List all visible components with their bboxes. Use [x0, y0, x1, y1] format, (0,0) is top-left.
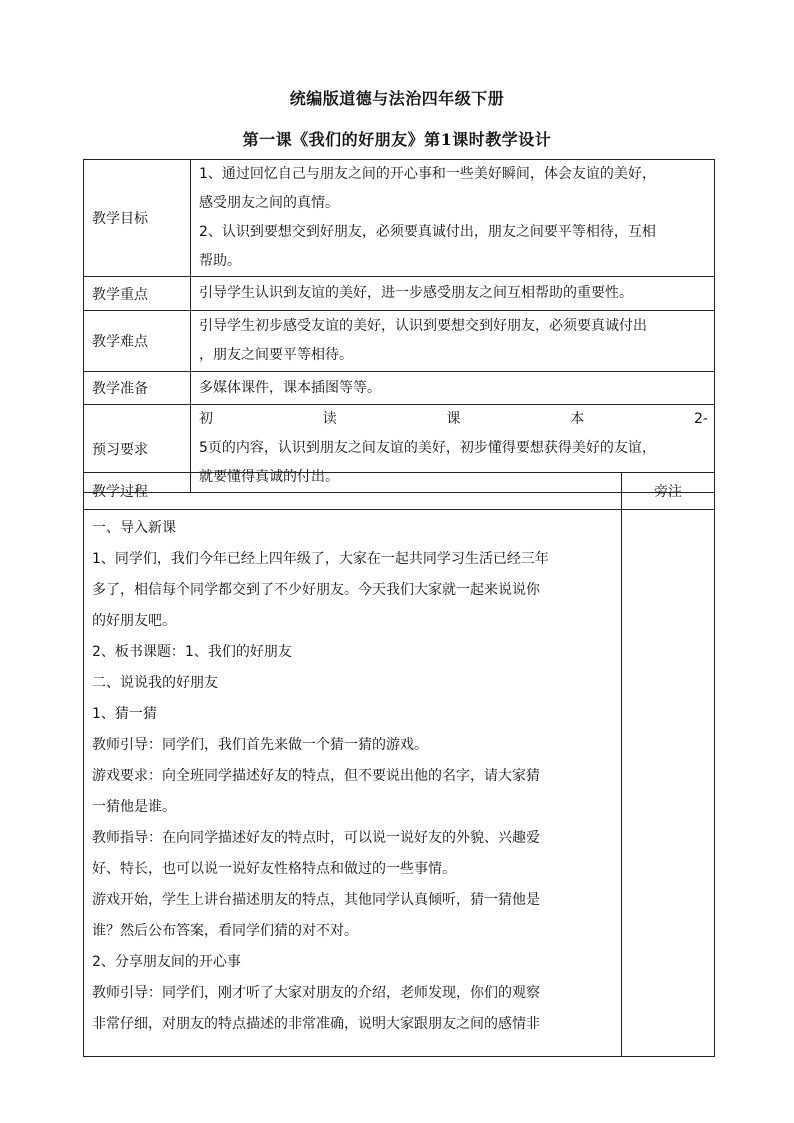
preview-word: 读 [322, 411, 337, 427]
process-line: 1、猜一猜 [92, 706, 157, 722]
side-notes-header: 旁注 [622, 473, 715, 510]
preparation-content: 多媒体课件，课本插图等等。 [191, 372, 715, 405]
goals-line: 1、通过回忆自己与朋友之间的开心事和一些美好瞬间，体会友谊的美好， [199, 166, 656, 182]
preview-label: 预习要求 [84, 405, 191, 493]
process-line: 2、分享朋友间的开心事 [92, 954, 241, 970]
preparation-row [84, 372, 715, 405]
goals-line: 帮助。 [199, 253, 241, 269]
process-line: 二、说说我的好朋友 [92, 675, 218, 691]
goals-line: 2、认识到要想交到好朋友，必须要真诚付出，朋友之间要平等相待，互相 [199, 224, 656, 240]
process-header-row [84, 473, 715, 510]
side-notes-cell [622, 510, 715, 1057]
lesson-title: 第一课《我们的好朋友》第1课时教学设计 [242, 130, 552, 149]
process-line: 1、同学们，我们今年已经上四年级了，大家在一起共同学习生活已经三年 [92, 551, 549, 567]
difficulties-line: 引导学生初步感受友谊的美好，认识到要想交到好朋友，必须要真诚付出 [199, 318, 647, 334]
key-points-content: 引导学生认识到友谊的美好，进一步感受朋友之间互相帮助的重要性。 [191, 277, 715, 311]
goals-label: 教学目标 [84, 160, 191, 277]
preview-spread-line [199, 405, 708, 434]
difficulties-label: 教学难点 [84, 311, 191, 372]
process-line: 一猜他是谁。 [92, 799, 176, 815]
preview-word: 本 [570, 411, 585, 427]
key-points-label: 教学重点 [84, 277, 191, 311]
goals-row [84, 160, 715, 277]
process-body-row [84, 510, 715, 1057]
document-title: 统编版道德与法治四年级下册 [289, 89, 505, 108]
difficulties-content [191, 311, 715, 372]
goals-line: 感受朋友之间的真情。 [199, 195, 339, 211]
process-line: 谁？然后公布答案，看同学们猜的对不对。 [92, 923, 358, 939]
process-line: 教师指导：在向同学描述好友的特点时，可以说一说好友的外貌、兴趣爱 [92, 830, 540, 846]
preparation-label: 教学准备 [84, 372, 191, 405]
process-body [84, 510, 621, 1056]
preview-word: 2- [694, 411, 708, 427]
process-header: 教学过程 [84, 473, 622, 510]
preview-line: 5页的内容，认识到朋友之间友谊的美好，初步懂得要想获得美好的友谊， [199, 440, 656, 456]
preview-line: 就要懂得真诚的付出。 [199, 469, 339, 485]
preview-word: 初 [199, 411, 213, 427]
process-line: 好、特长，也可以说一说好友性格特点和做过的一些事情。 [92, 861, 456, 877]
process-line: 的好朋友吧。 [92, 613, 176, 629]
process-body-cell [84, 510, 622, 1057]
difficulties-row [84, 311, 715, 372]
teaching-process-table [83, 472, 715, 1057]
process-line: 多了，相信每个同学都交到了不少好朋友。今天我们大家就一起来说说你 [92, 582, 540, 598]
lesson-info-table [83, 159, 715, 493]
preview-word: 课 [446, 411, 461, 427]
process-line: 教师引导：同学们，我们首先来做一个猜一猜的游戏。 [92, 737, 428, 753]
key-points-row [84, 277, 715, 311]
process-line: 游戏要求：向全班同学描述好友的特点，但不要说出他的名字，请大家猜 [92, 768, 540, 784]
difficulties-line: ，朋友之间要平等相待。 [199, 347, 353, 363]
process-line: 非常仔细，对朋友的特点描述的非常准确，说明大家跟朋友之间的感情非 [92, 1016, 540, 1032]
process-line: 游戏开始，学生上讲台描述朋友的特点，其他同学认真倾听，猜一猜他是 [92, 892, 540, 908]
process-line: 一、导入新课 [92, 520, 176, 536]
goals-content [191, 160, 715, 277]
process-line: 教师引导：同学们，刚才听了大家对朋友的介绍，老师发现，你们的观察 [92, 985, 540, 1001]
process-line: 2、板书课题：1、我们的好朋友 [92, 644, 292, 660]
